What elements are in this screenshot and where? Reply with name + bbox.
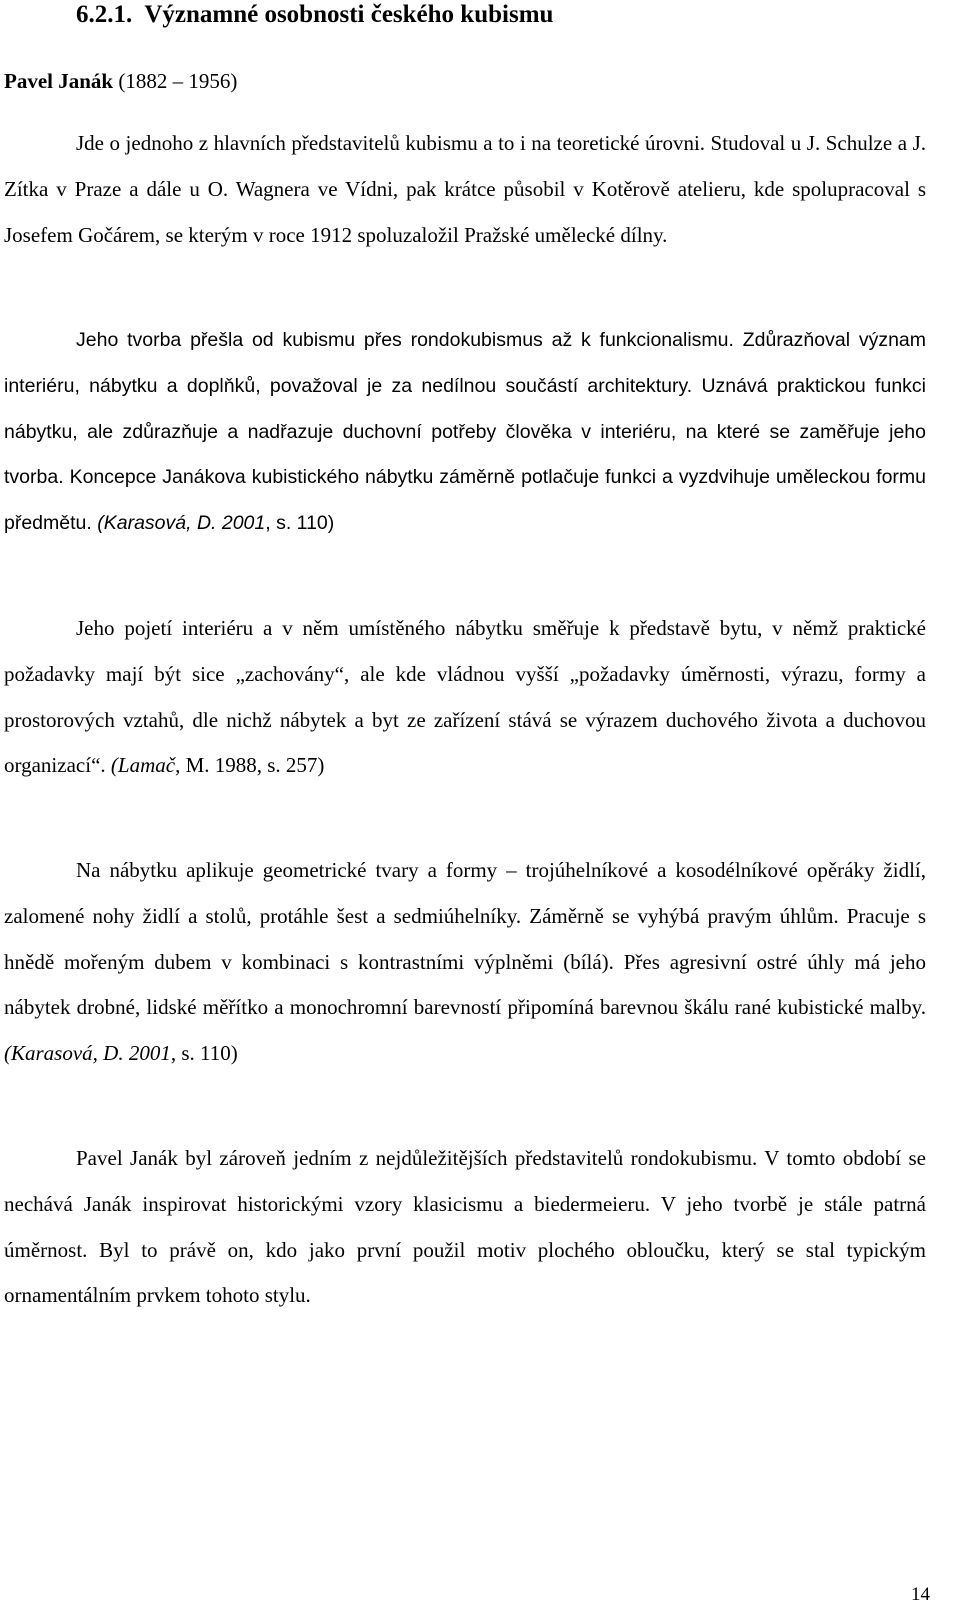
paragraph-4	[4, 848, 926, 1077]
citation: (Lamač	[110, 753, 176, 778]
paragraph-2-text: Jeho tvorba přešla od kubismu přes rondokubismus až k funkcionalismu. Zdůrazňoval význam interiéru, nábytku a doplňků, považoval je za nedílnou součástí architektury. Uznává praktickou funkci nábytku, ale zdůrazňuje a nadřazuje duchovní potřeby člověka v interiéru, na které se zaměřuje jeho tvorba. Koncepce Janákova kubistického nábytku záměrně potlačuje funkci a vyzdvihuje uměleckou formu předmětu.	[4, 329, 926, 535]
citation-page: , s. 110)	[265, 512, 335, 535]
person-name: Pavel Janák	[4, 69, 114, 93]
paragraph-3-text: Jeho pojetí interiéru a v něm umístěného nábytku směřuje k představě bytu, v němž praktické požadavky mají být sice „zachovány“, ale kde vládnou vyšší „požadavky úměrnosti, výrazu, formy a prostorových vztahů, dle nichž nábytek a byt ze zařízení stává se výrazem duchového života a duchovou organizací“.	[4, 616, 926, 778]
section-number: 6.2.1.	[76, 1, 133, 28]
citation: (Karasová, D. 2001	[4, 1041, 171, 1066]
citation-page: , s. 110)	[170, 1041, 238, 1066]
section-heading	[76, 0, 553, 30]
paragraph-1: Jde o jednoho z hlavních představitelů kubismu a to i na teoretické úrovni. Studoval u J. Schulze a J. Zítka v Praze a dále u O. Wagnera ve Vídni, pak krátce působil v Kotěrově atelieru, kde spolupracoval s Josefem Gočárem, se kterým v roce 1912 spoluzaložil Pražské umělecké dílny.	[4, 131, 926, 247]
citation-page: , M. 1988, s. 257)	[175, 753, 325, 778]
paragraph-2	[4, 318, 926, 547]
person-heading	[4, 66, 237, 96]
page-number: 14	[911, 1584, 930, 1605]
citation: (Karasová, D. 2001	[97, 512, 266, 535]
person-years: (1882 – 1956)	[118, 69, 238, 93]
section-title: Významné osobnosti českého kubismu	[144, 1, 554, 28]
paragraph-4-text: Na nábytku aplikuje geometrické tvary a formy – trojúhelníkové a kosodélníkové opěráky židlí, zalomené nohy židlí a stolů, protáhle šest a sedmiúhelníky. Záměrně se vyhýbá pravým úhlům. Pracuje s hnědě mořeným dubem v kombinaci s kontrastními výplněmi (bílá). Přes agresivní ostré úhly má jeho nábytek drobné, lidské měřítko a monochromní barevností připomíná barevnou škálu rané kubistické malby.	[4, 858, 926, 1020]
paragraph-5: Pavel Janák byl zároveň jedním z nejdůležitějších představitelů rondokubismu. V tomto období se nechává Janák inspirovat historickými vzory klasicismu a biedermeieru. V jeho tvorbě je stále patrná úměrnost. Byl to právě on, kdo jako první použil motiv plochého obloučku, který se stal typickým ornamentálním prvkem tohoto stylu.	[4, 1146, 926, 1308]
paragraph-3	[4, 606, 926, 789]
